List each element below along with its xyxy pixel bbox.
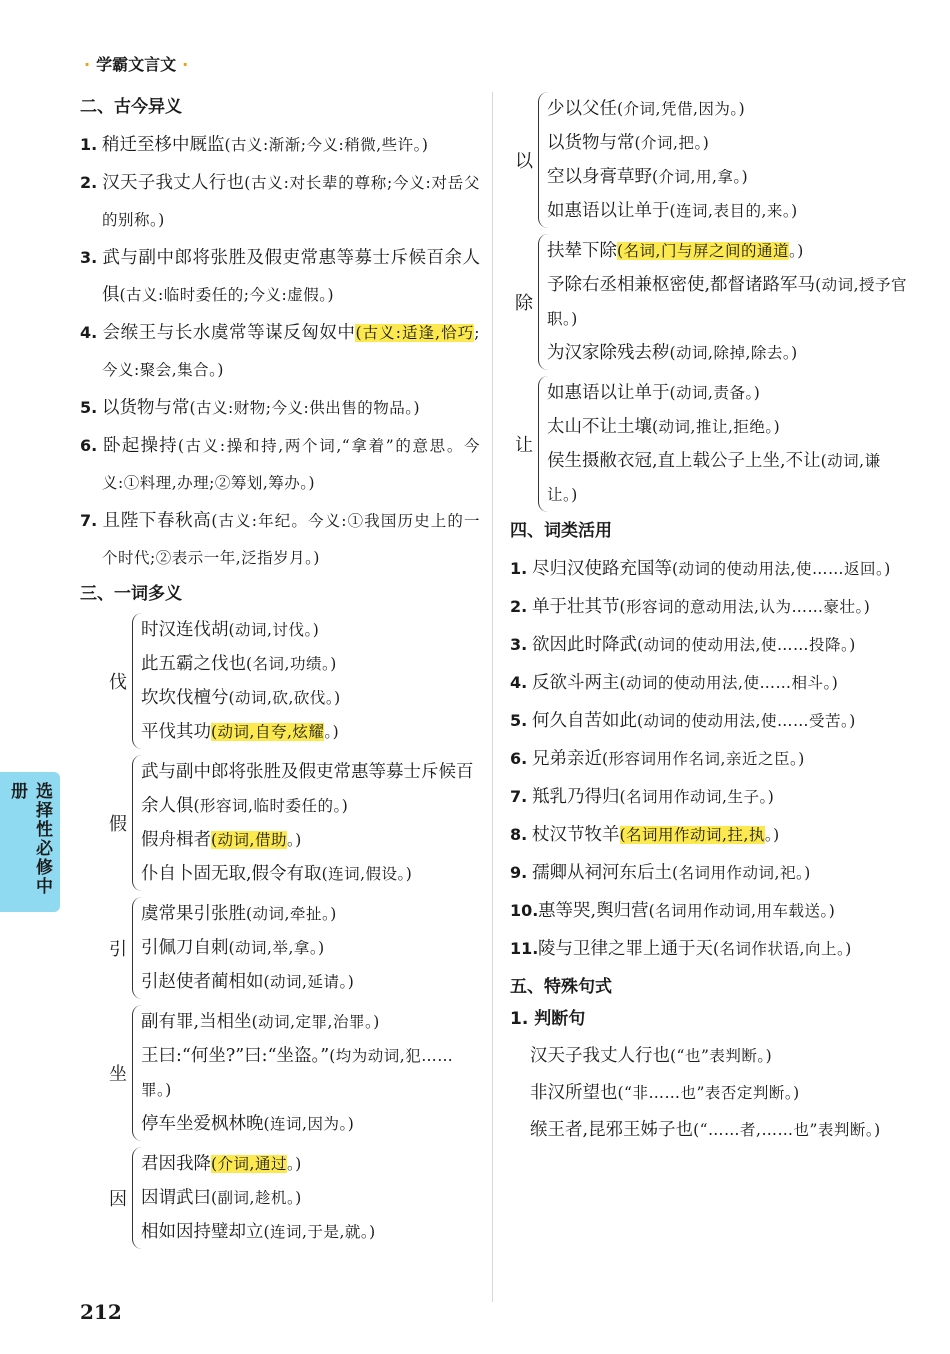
example-sentence: 空以身膏草野	[547, 167, 652, 187]
highlighted-note: (动词,借助	[211, 831, 287, 849]
list-item	[510, 740, 910, 778]
section-list	[510, 550, 910, 968]
example-note: (连词,表目的,来。)	[669, 202, 798, 220]
example-sentence: 假舟楫者	[141, 830, 211, 850]
side-tab	[0, 772, 60, 912]
item-number: 4.	[80, 323, 98, 342]
series-title: 学霸文言文	[96, 55, 177, 74]
example-line	[547, 410, 910, 444]
item-note: (古义:财物;今义:供出售的物品。)	[189, 399, 421, 417]
example-note: 。)	[286, 831, 302, 849]
item-number: 1.	[510, 559, 528, 578]
highlighted-note: (名词用作动词,拄,执	[619, 826, 765, 844]
example-line	[141, 1107, 480, 1141]
polysemy-word: 让	[515, 435, 533, 456]
example-line	[547, 268, 910, 336]
polysemy-groups	[510, 92, 910, 512]
item-sentence: 卧起操持	[102, 436, 178, 456]
example-line	[141, 647, 480, 681]
highlighted-note: (介词,通过	[211, 1155, 287, 1173]
example-note: (连词,因为。)	[263, 1115, 355, 1133]
example-line	[547, 160, 910, 194]
item-sentence: 尽归汉使路充国等	[532, 559, 672, 579]
polysemy-examples	[538, 92, 910, 228]
item-note: (“非……也”表否定判断。)	[617, 1084, 800, 1102]
list-item	[80, 502, 480, 577]
item-note: (古义:对长辈的尊称;今义:对岳父的别称。)	[102, 174, 481, 229]
example-line	[141, 931, 480, 965]
item-note: (形容词的意动用法,认为……豪壮。)	[619, 598, 871, 616]
series-header: · 学霸文言文 ·	[84, 55, 189, 74]
item-sentence: 孺卿从祠河东后土	[532, 863, 672, 883]
example-line	[141, 1005, 480, 1039]
example-sentence: 侯生摄敝衣冠,直上载公子上坐,不让	[547, 451, 821, 471]
example-line	[141, 857, 480, 891]
example-line	[141, 897, 480, 931]
example-line	[141, 1039, 480, 1107]
example-note: (介词,凭借,因为。)	[617, 100, 746, 118]
example-sentence: 此五霸之伐也	[141, 654, 246, 674]
example-line	[141, 1215, 480, 1249]
item-note: (古义:年纪。今义:①我国历史上的一个时代;②表示一年,泛指岁月。)	[102, 512, 480, 567]
example-line	[547, 336, 910, 370]
item-note: (动词的使动用法,使……相斗。)	[619, 674, 839, 692]
example-note: (动词,推让,拒绝。)	[652, 418, 781, 436]
item-number: 11.	[510, 939, 539, 958]
list-item	[510, 550, 910, 588]
example-line	[141, 715, 480, 749]
polysemy-groups	[104, 613, 480, 1249]
item-sentence: 会缑王与长水虞常等谋反匈奴中	[102, 323, 356, 343]
item-sentence: 陵与卫律之罪上通于天	[538, 939, 713, 959]
polysemy-examples	[132, 613, 480, 749]
list-item	[510, 892, 910, 930]
polysemy-word: 因	[109, 1189, 127, 1210]
example-note: (动词,除掉,除去。)	[669, 344, 798, 362]
example-line	[141, 823, 480, 857]
example-line	[547, 376, 910, 410]
item-sentence: 单于壮其节	[532, 597, 620, 617]
example-line	[141, 681, 480, 715]
polysemy-word: 假	[109, 814, 127, 835]
example-sentence: 停车坐爱枫林晚	[141, 1114, 264, 1134]
section-list	[80, 126, 480, 577]
list-item	[80, 314, 480, 389]
page-number: 212	[80, 1300, 122, 1324]
item-number: 6.	[510, 749, 528, 768]
example-note: (副词,趁机。)	[211, 1189, 302, 1207]
item-sentence: 以货物与常	[102, 398, 190, 418]
list-item	[510, 930, 910, 968]
list-item	[510, 626, 910, 664]
list-item	[80, 389, 480, 427]
item-note: (动词的使动用法,使……投降。)	[637, 636, 856, 654]
polysemy-group	[510, 376, 910, 512]
item-number: 2.	[510, 597, 528, 616]
example-line	[141, 1147, 480, 1181]
list-item	[510, 1112, 910, 1149]
polysemy-group	[510, 234, 910, 370]
polysemy-group	[510, 92, 910, 228]
item-note: (形容词用作名词,亲近之臣。)	[602, 750, 805, 768]
subsection-heading: 1. 判断句	[510, 1009, 586, 1029]
example-note: (动词,砍,砍伐。)	[228, 689, 341, 707]
item-number: 5.	[510, 711, 528, 730]
polysemy-word: 除	[515, 293, 533, 314]
item-note: (名词用作动词,生子。)	[619, 788, 775, 806]
example-sentence: 副有罪,当相坐	[141, 1012, 252, 1032]
item-number: 4.	[510, 673, 528, 692]
example-sentence: 君因我降	[141, 1154, 211, 1174]
item-note: (动词的使动用法,使……受苦。)	[637, 712, 856, 730]
polysemy-group	[104, 1005, 480, 1141]
example-sentence: 以货物与常	[547, 133, 635, 153]
list-item	[510, 1075, 910, 1112]
example-sentence: 少以父任	[547, 99, 617, 119]
item-sentence: 兄弟亲近	[532, 749, 602, 769]
example-sentence: 王曰:“何坐?”曰:“坐盗。”	[141, 1046, 330, 1066]
example-note: (连词,假设。)	[321, 865, 413, 883]
example-sentence: 予除右丞相兼枢密使,都督诸路军马	[547, 275, 816, 295]
item-note: (古义:操和持,两个词,“拿着”的意思。今义:①料理,办理;②筹划,筹办。)	[102, 437, 480, 492]
example-note: (连词,于是,就。)	[263, 1223, 376, 1241]
example-line	[141, 965, 480, 999]
example-sentence: 如惠语以让单于	[547, 201, 670, 221]
right-column	[510, 88, 910, 1149]
example-note: (介词,用,拿。)	[652, 168, 749, 186]
item-number: 7.	[510, 787, 528, 806]
item-note: (名词用作动词,用车载送。)	[648, 902, 836, 920]
highlighted-note: (动词,自夸,炫耀	[211, 723, 325, 741]
list-item	[510, 664, 910, 702]
example-line	[547, 126, 910, 160]
item-sentence: 反欲斗两主	[532, 673, 620, 693]
polysemy-examples	[538, 234, 910, 370]
item-sentence: 汉天子我丈人行也	[102, 173, 245, 193]
item-sentence: 非汉所望也	[530, 1083, 618, 1103]
item-sentence: 汉天子我丈人行也	[530, 1046, 670, 1066]
item-note: (“也”表判断。)	[670, 1047, 773, 1065]
item-note: (古义:临时委任的;今义:虚假。)	[119, 286, 335, 304]
item-note: (“……者,……也”表判断。)	[693, 1121, 881, 1139]
item-note: (名词用作动词,祀。)	[672, 864, 811, 882]
example-sentence: 相如因持璧却立	[141, 1222, 264, 1242]
example-sentence: 武与副中郎将张胜及假吏常惠等募士斥候百余人俱	[141, 762, 474, 816]
example-note: (动词,举,拿。)	[228, 939, 325, 957]
list-item	[80, 126, 480, 164]
item-number: 2.	[80, 173, 98, 192]
side-tab-label: 选择性必修中册	[7, 782, 52, 896]
item-sentence: 羝乳乃得归	[532, 787, 620, 807]
polysemy-examples	[132, 897, 480, 999]
example-note: (动词,延请。)	[263, 973, 355, 991]
example-note: (动词,授予官职。)	[547, 276, 908, 328]
highlighted-note: (名词,门与屏之间的通道	[617, 242, 789, 260]
example-line	[547, 194, 910, 228]
example-sentence: 仆自卜固无取,假令有取	[141, 864, 322, 884]
section-heading: 五、特殊句式	[510, 977, 612, 997]
example-sentence: 时汉连伐胡	[141, 620, 229, 640]
list-item	[80, 164, 480, 239]
list-item	[510, 816, 910, 854]
item-sentence: 且陛下春秋高	[102, 511, 212, 531]
example-note: (动词,责备。)	[669, 384, 761, 402]
list-item	[80, 427, 480, 502]
item-number: 5.	[80, 398, 98, 417]
left-column	[80, 88, 480, 1255]
polysemy-examples	[132, 755, 480, 891]
polysemy-word: 伐	[109, 672, 127, 693]
polysemy-group	[104, 897, 480, 999]
polysemy-word: 引	[109, 939, 127, 960]
polysemy-group	[104, 1147, 480, 1249]
list-item	[80, 239, 480, 314]
item-number: 6.	[80, 436, 98, 455]
example-line	[141, 613, 480, 647]
section-heading: 二、古今异义	[80, 97, 182, 117]
example-sentence: 为汉家除残去秽	[547, 343, 670, 363]
example-sentence: 因谓武曰	[141, 1188, 211, 1208]
example-sentence: 虞常果引张胜	[141, 904, 246, 924]
item-number: 9.	[510, 863, 528, 882]
example-sentence: 太山不让土壤	[547, 417, 652, 437]
item-sentence: 何久自苦如此	[532, 711, 637, 731]
polysemy-examples	[132, 1005, 480, 1141]
list-item	[510, 588, 910, 626]
item-note: 。)	[764, 826, 780, 844]
column-divider	[492, 92, 493, 1302]
item-number: 1.	[80, 135, 98, 154]
list-item	[510, 854, 910, 892]
item-note: (古义:渐渐;今义:稍微,些许。)	[224, 136, 429, 154]
item-sentence: 武与副中郎将张胜及假吏常惠等募士斥候百余人俱	[102, 248, 480, 305]
item-sentence: 惠等哭,舆归营	[538, 901, 649, 921]
example-sentence: 平伐其功	[141, 722, 211, 742]
example-sentence: 坎坎伐檀兮	[141, 688, 229, 708]
section-heading: 三、一词多义	[80, 584, 182, 604]
example-sentence: 引赵使者蔺相如	[141, 972, 264, 992]
example-line	[141, 1181, 480, 1215]
list-item	[510, 778, 910, 816]
polysemy-examples	[538, 376, 910, 512]
example-note: (名词,功绩。)	[246, 655, 337, 673]
polysemy-group	[104, 613, 480, 749]
item-sentence: 缑王者,昆邪王姊子也	[530, 1120, 694, 1140]
example-note: (介词,把。)	[634, 134, 710, 152]
item-note: (动词的使动用法,使……返回。)	[672, 560, 891, 578]
polysemy-examples	[132, 1147, 480, 1249]
example-note: (均为动词,犯……罪。)	[141, 1047, 454, 1099]
item-number: 10.	[510, 901, 539, 920]
example-note: (动词,讨伐。)	[228, 621, 320, 639]
example-note: (动词,定罪,治罪。)	[251, 1013, 380, 1031]
example-note: (形容词,临时委任的。)	[193, 797, 349, 815]
item-number: 7.	[80, 511, 98, 530]
example-line	[547, 444, 910, 512]
example-line	[547, 234, 910, 268]
item-number: 8.	[510, 825, 528, 844]
list-item	[510, 702, 910, 740]
example-note: 。)	[324, 723, 340, 741]
example-note: 。)	[788, 242, 804, 260]
polysemy-group	[104, 755, 480, 891]
example-sentence: 引佩刀自刺	[141, 938, 229, 958]
example-sentence: 如惠语以让单于	[547, 383, 670, 403]
section-heading: 四、词类活用	[510, 521, 612, 541]
example-note: 。)	[286, 1155, 302, 1173]
item-sentence: 欲因此时降武	[532, 635, 637, 655]
item-sentence: 杖汉节牧羊	[532, 825, 620, 845]
example-line	[141, 755, 480, 823]
polysemy-word: 坐	[109, 1064, 127, 1085]
item-note: (名词作状语,向上。)	[713, 940, 852, 958]
highlighted-note: (古义:适逢,恰巧	[355, 324, 475, 342]
example-line	[547, 92, 910, 126]
polysemy-word: 以	[515, 151, 533, 172]
example-sentence: 扶辇下除	[547, 241, 617, 261]
example-note: (动词,牵扯。)	[246, 905, 337, 923]
example-note: (动词,谦让。)	[547, 452, 881, 504]
item-number: 3.	[80, 248, 98, 267]
item-note: ;今义:聚会,集合。)	[102, 324, 481, 379]
item-sentence: 稍迁至栘中厩监	[102, 135, 225, 155]
section-list	[510, 1038, 910, 1149]
item-number: 3.	[510, 635, 528, 654]
list-item	[510, 1038, 910, 1075]
